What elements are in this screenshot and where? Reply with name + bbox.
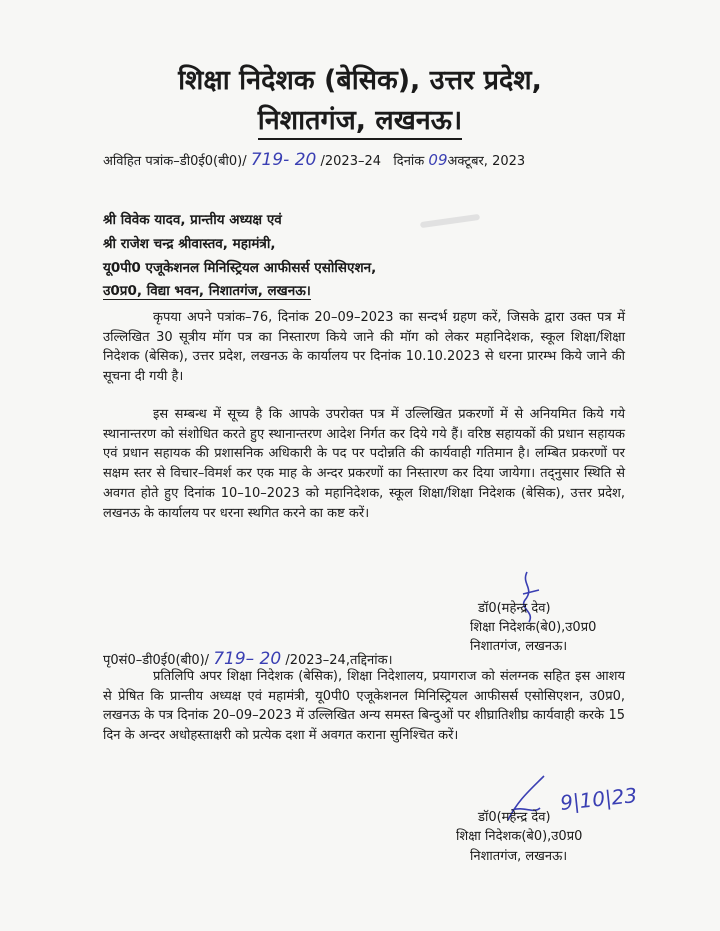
reference-prefix: अविहित पत्रांक–डी0ई0(बी0)/ [103, 154, 247, 169]
office-title: शिक्षा निदेशक (बेसिक), उत्तर प्रदेश, [178, 65, 542, 96]
signatory-name-1: डॉ0(महेन्द्र देव) [478, 601, 551, 616]
body-paragraph-2: इस सम्बन्ध में सूच्य है कि आपके उपरोक्त पत्र में उल्लिखित प्रकरणों में से अनियमित किये गये स्थानान्तरण को संशोधित करते हुए स्थानान्तरण आदेश निर्गत कर दिये गये हैं। वरिष्ठ सहायकों की प्रधान सहायक एवं प्रधान सहायक की प्रशासनिक अधिकारी के पद पर पदोन्नति की कार्यवाही गतिमान है। लम्बित प्रकरणों पर सक्षम स्तर से विचार–विमर्श कर एक माह के अन्दर प्रकरणों का निस्तारण कर दिया जायेगा। तद्नुसार स्थिति से अवगत होते हुए दिनांक 10–10–2023 को महानिदेशक, स्कूल शिक्षा/शिक्षा निदेशक (बेसिक), उत्तर प्रदेश, लखनऊ के कार्यालय पर धरना स्थगित करने का कष्ट करें। [103, 407, 625, 521]
addressee-line-4 [103, 281, 311, 299]
copy-paragraph: प्रतिलिपि अपर शिक्षा निदेशक (बेसिक), शिक्षा निदेशालय, प्रयागराज को संलग्नक सहित इस आशय से प्रेषित कि प्रान्तीय अध्यक्ष एवं महामंत्री, यू0पी0 एजूकेशनल मिनिस्ट्रियल आफीसर्स एसोसिएशन, उ0प्र0, लखनऊ के पत्र दिनांक 20–09–2023 में उल्लिखित अन्य समस्त बिन्दुओं पर शीघ्रातिशीघ्र कार्यवाही करके 15 दिन के अन्दर अधोहस्ताक्षरी को प्रत्येक दशा में अवगत कराना सुनिश्चित करें। [103, 669, 625, 744]
copy-reference-line [103, 649, 393, 669]
reference-year: /2023–24 [320, 154, 382, 169]
signatory-designation-1: शिक्षा निदेशक(बे0),उ0प्र0 [470, 620, 597, 635]
signatory-name-2: डॉ0(महेन्द्र देव) [478, 810, 551, 825]
copy-reference-suffix: /2023–24,तद्दिनांक। [285, 653, 393, 668]
addressee-line-1: श्री विवेक यादव, प्रान्तीय अध्यक्ष एवं [103, 212, 282, 228]
addressee-line-2: श्री राजेश चन्द्र श्रीवास्तव, महामंत्री, [103, 236, 276, 252]
copy-reference-number-handwritten: 719– 20 [213, 649, 282, 669]
reference-number-handwritten: 719- 20 [250, 150, 317, 170]
addressee-line-3: यू0पी0 एजूकेशनल मिनिस्ट्रियल आफीसर्स एसोसिएशन, [103, 260, 377, 276]
office-location-text: निशातगंज, लखनऊ। [258, 105, 462, 140]
date-label: दिनांक [393, 154, 425, 169]
signatory-place-2: निशातगंज, लखनऊ। [470, 849, 568, 864]
reference-line [103, 150, 525, 170]
office-location [0, 100, 720, 137]
copy-reference-prefix: पृ0सं0–डी0ई0(बी0)/ [103, 653, 210, 668]
date-rest: अक्टूबर, 2023 [447, 154, 526, 169]
date-day-handwritten: 09 [428, 151, 448, 169]
signatory-designation-2: शिक्षा निदेशक(बे0),उ0प्र0 [456, 829, 583, 844]
body-paragraph-1: कृपया अपने पत्रांक–76, दिनांक 20–09–2023 का सन्दर्भ ग्रहण करें, जिसके द्वारा उक्त पत्र में उल्लिखित 30 सूत्रीय मॉग पत्र का निस्तारण किये जाने की मॉग को लेकर महानिदेशक, स्कूल शिक्षा/शिक्षा निदेशक (बेसिक), उत्तर प्रदेश, लखनऊ के कार्यालय पर दिनांक 10.10.2023 से धरना प्रारम्भ किये जाने की सूचना दी गयी है। [103, 310, 625, 385]
addressee-line-4-text: उ0प्र0, विद्या भवन, निशातगंज, लखनऊ। [103, 283, 311, 299]
handwritten-date: 9|10|23 [558, 783, 639, 815]
ink-smudge [420, 214, 480, 228]
signatory-place-1: निशातगंज, लखनऊ। [470, 639, 568, 654]
